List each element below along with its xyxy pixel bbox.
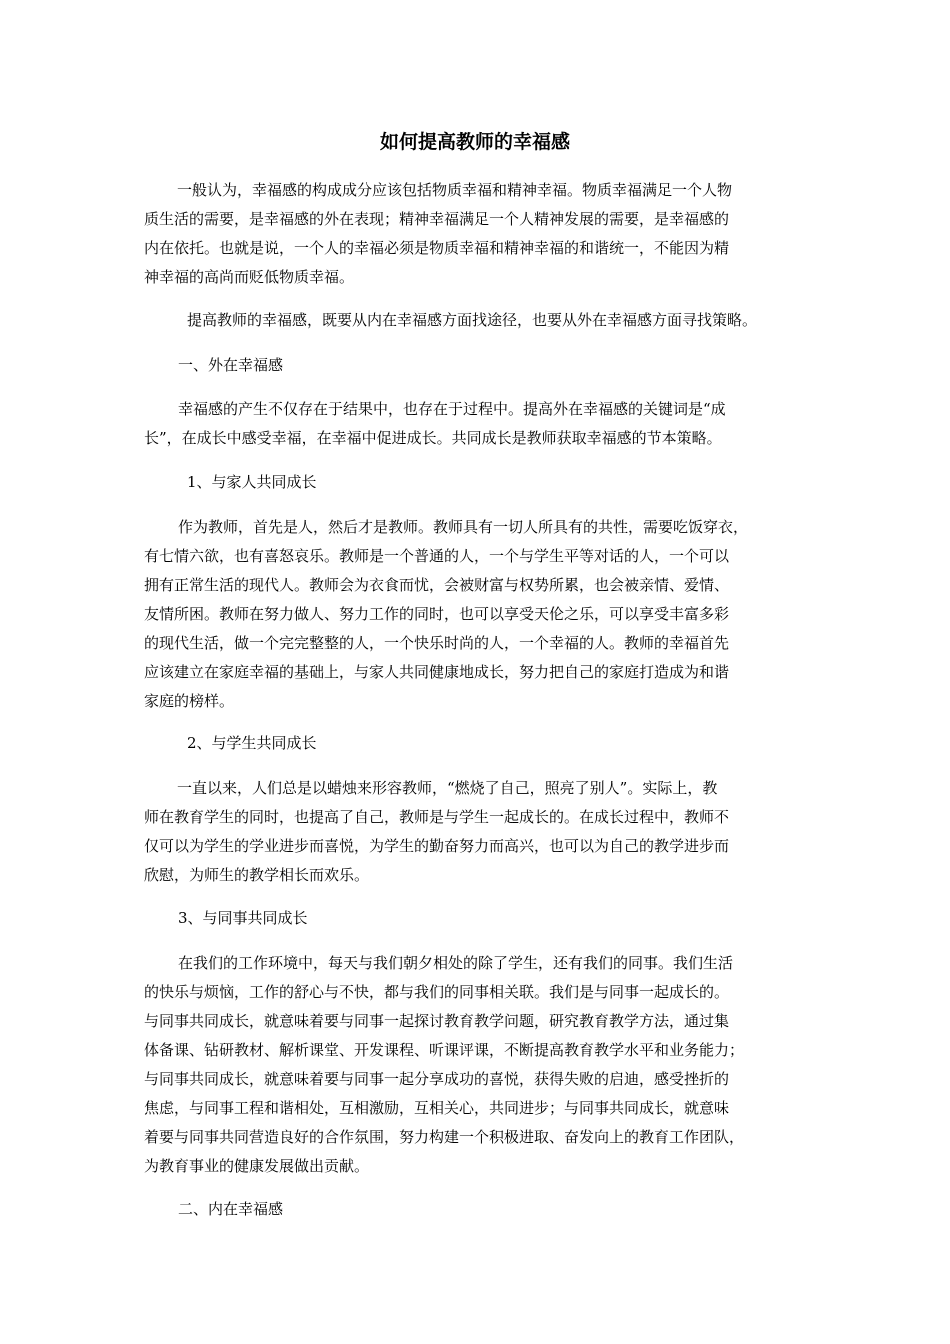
colleagues-line-7: 着要与同事共同营造良好的合作氛围，努力构建一个积极进取、奋发向上的教育工作团队，: [144, 1128, 745, 1146]
colleagues-line-4: 体备课、钻研教材、解析课堂、开发课程、听课评课，不断提高教育教学水平和业务能力；: [144, 1041, 745, 1059]
students-line-4: 欣慰，为师生的教学相长而欢乐。: [144, 866, 370, 884]
family-line-7: 家庭的榜样。: [144, 692, 235, 710]
subheading-students: 2、与学生共同成长: [187, 734, 317, 752]
colleagues-paragraph: [144, 949, 812, 1181]
colleagues-line-2: 的快乐与烦恼，工作的舒心与不快，都与我们的同事相关联。我们是与同事一起成长的。: [144, 983, 730, 1001]
colleagues-line-8: 为教育事业的健康发展做出贡献。: [144, 1157, 370, 1175]
family-line-3: 拥有正常生活的现代人。教师会为衣食而忧，会被财富与权势所累，也会被亲情、爱情、: [144, 576, 730, 594]
section-heading-external: 一、外在幸福感: [178, 356, 284, 374]
intro-line-4: 神幸福的高尚而贬低物质幸福。: [144, 268, 355, 286]
section-heading-internal: 二、内在幸福感: [178, 1200, 284, 1218]
students-line-3: 仅可以为学生的学业进步而喜悦，为学生的勤奋努力而高兴，也可以为自己的教学进步而: [144, 837, 730, 855]
colleagues-line-3: 与同事共同成长，就意味着要与同事一起探讨教育教学问题，研究教育教学方法，通过集: [144, 1012, 730, 1030]
section-body-external: [144, 395, 812, 453]
colleagues-line-6: 焦虑，与同事工程和谐相处，互相激励，互相关心，共同进步；与同事共同成长，就意味: [144, 1099, 730, 1117]
document-title: 如何提高教师的幸福感: [379, 131, 570, 153]
subheading-family: 1、与家人共同成长: [187, 473, 317, 491]
intro-line-3: 内在依托。也就是说，一个人的幸福必须是物质幸福和精神幸福的和谐统一，不能因为精: [144, 239, 730, 257]
subheading-colleagues: 3、与同事共同成长: [178, 909, 308, 927]
family-line-4: 友情所困。教师在努力做人、努力工作的同时，也可以享受天伦之乐，可以享受丰富多彩: [144, 605, 730, 623]
colleagues-line-1: 在我们的工作环境中，每天与我们朝夕相处的除了学生，还有我们的同事。我们生活: [178, 954, 734, 972]
family-paragraph: [144, 513, 812, 716]
students-paragraph: [144, 774, 812, 890]
family-line-6: 应该建立在家庭幸福的基础上，与家人共同健康地成长，努力把自己的家庭打造成为和谐: [144, 663, 730, 681]
external-line-1: 幸福感的产生不仅存在于结果中，也存在于过程中。提高外在幸福感的关键词是“成: [178, 400, 726, 418]
intro-line-2: 质生活的需要，是幸福感的外在表现；精神幸福满足一个人精神发展的需要，是幸福感的: [144, 210, 730, 228]
intro-paragraph: [144, 176, 830, 292]
external-line-2: 长”，在成长中感受幸福，在幸福中促进成长。共同成长是教师获取幸福感的节本策略。: [144, 429, 722, 447]
family-line-1: 作为教师，首先是人，然后才是教师。教师具有一切人所具有的共性，需要吃饭穿衣，: [178, 518, 749, 536]
intro-line-1: 一般认为，幸福感的构成成分应该包括物质幸福和精神幸福。物质幸福满足一个人物: [162, 181, 733, 199]
family-line-5: 的现代生活，做一个完完整整的人，一个快乐时尚的人，一个幸福的人。教师的幸福首先: [144, 634, 730, 652]
students-line-2: 师在教育学生的同时，也提高了自己，教师是与学生一起成长的。在成长过程中，教师不: [144, 808, 730, 826]
approach-paragraph: 提高教师的幸福感，既要从内在幸福感方面找途径，也要从外在幸福感方面寻找策略。: [187, 311, 758, 329]
family-line-2: 有七情六欲，也有喜怒哀乐。教师是一个普通的人，一个与学生平等对话的人，一个可以: [144, 547, 730, 565]
colleagues-line-5: 与同事共同成长，就意味着要与同事一起分享成功的喜悦，获得失败的启迪，感受挫折的: [144, 1070, 730, 1088]
students-line-1: 一直以来，人们总是以蜡烛来形容教师，“燃烧了自己，照亮了别人”。实际上，教: [162, 779, 718, 797]
